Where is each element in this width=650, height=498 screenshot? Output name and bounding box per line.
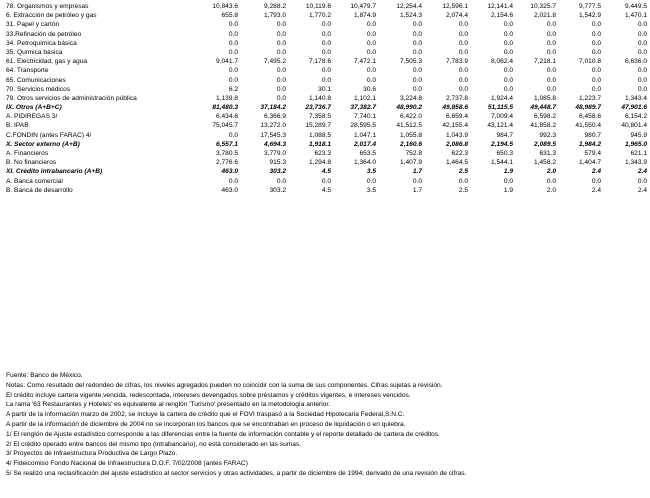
table-cell: 40,801.4 xyxy=(621,122,647,130)
table-cell: 28,595.5 xyxy=(350,122,376,130)
table-row xyxy=(6,158,646,167)
table-row xyxy=(6,20,646,29)
table-cell: 0.0 xyxy=(546,30,556,38)
table-cell: 992.3 xyxy=(539,131,556,139)
row-label: 34. Petroquímica básica xyxy=(6,39,77,47)
table-cell: 0.0 xyxy=(591,21,601,29)
table-cell: 1.7 xyxy=(412,186,422,194)
table-cell: 2,737.8 xyxy=(446,94,468,102)
table-cell: 75,045.7 xyxy=(212,122,238,130)
table-cell: 1,984.2 xyxy=(579,140,601,148)
table-cell: 0.0 xyxy=(321,48,331,56)
table-cell: 1.9 xyxy=(503,168,513,176)
table-cell: 2.4 xyxy=(637,168,647,176)
table-cell: 2,194.5 xyxy=(491,140,513,148)
note-line: 1/ El renglón de Ajuste estadístico corresponde a las diferencias entre la fuente de información contable y el reporte detallado de cartera de créditos. xyxy=(6,430,440,438)
table-cell: 37,382.7 xyxy=(350,104,376,112)
table-cell: 0.0 xyxy=(412,21,422,29)
table-cell: 0.0 xyxy=(412,76,422,84)
table-cell: 0.0 xyxy=(591,177,601,185)
table-cell: 10,843.6 xyxy=(212,3,238,10)
row-label: 65. Comunicaciones xyxy=(6,76,66,84)
table-cell: 1,470.1 xyxy=(625,12,647,20)
table-cell: 0.0 xyxy=(412,177,422,185)
table-cell: 0.0 xyxy=(637,21,647,29)
table-cell: 3,224.8 xyxy=(400,94,422,102)
table-cell: 0.0 xyxy=(366,67,376,75)
table-cell: 0.0 xyxy=(591,76,601,84)
table-cell: 7,495.2 xyxy=(264,58,286,66)
table-cell: 51,115.5 xyxy=(487,104,513,112)
table-cell: 0.0 xyxy=(412,85,422,93)
table-cell: 49,858.6 xyxy=(442,104,468,112)
table-cell: 0.0 xyxy=(276,177,286,185)
table-cell: 8,062.4 xyxy=(491,58,513,66)
table-cell: 1,542.9 xyxy=(579,12,601,20)
note-line: 5/ Se realizó una reclasificación del ajuste estadístico al sector servicios y otras actividades, a partir de diciembre de 1994, derivado de una revisión de cifras. xyxy=(6,469,467,477)
table-row xyxy=(6,66,646,75)
table-cell: 1.7 xyxy=(412,168,422,176)
table-cell: 3.5 xyxy=(366,168,376,176)
table-row xyxy=(6,177,646,186)
table-cell: 23,736.7 xyxy=(305,104,331,112)
table-row xyxy=(6,149,646,158)
table-cell: 6,434.6 xyxy=(216,113,238,121)
table-cell: 0.0 xyxy=(321,21,331,29)
table-row xyxy=(6,39,646,48)
table-cell: 0.0 xyxy=(412,67,422,75)
table-cell: 1,343.4 xyxy=(625,94,647,102)
table-cell: 0.0 xyxy=(458,85,468,93)
table-cell: 0.0 xyxy=(321,177,331,185)
table-cell: 30.1 xyxy=(318,85,331,93)
table-cell: 10,119.6 xyxy=(305,3,331,10)
table-cell: 1,343.9 xyxy=(625,159,647,167)
table-cell: 0.0 xyxy=(276,39,286,47)
table-cell: 0.0 xyxy=(228,30,238,38)
table-cell: 6,598.2 xyxy=(534,113,556,121)
table-cell: 3,780.5 xyxy=(216,150,238,157)
table-cell: 0.0 xyxy=(458,177,468,185)
table-cell: 2.4 xyxy=(591,168,601,176)
table-cell: 0.0 xyxy=(637,48,647,56)
table-cell: 0.0 xyxy=(366,21,376,29)
table-cell: 1,047.1 xyxy=(354,131,376,139)
table-cell: 752.8 xyxy=(405,150,422,157)
table-cell: 0.0 xyxy=(412,39,422,47)
table-cell: 37,184.2 xyxy=(260,104,286,112)
table-cell: 2,074.4 xyxy=(446,12,468,20)
table-cell: 0.0 xyxy=(276,21,286,29)
table-cell: 9,041.7 xyxy=(216,58,238,66)
note-line: A partir de la información de diciembre de 2004 no se incorporan los bancos que se encontraban en proceso de liquidación o en quiebra. xyxy=(6,420,406,428)
table-cell: 7,010.8 xyxy=(579,58,601,66)
table-cell: 6,154.2 xyxy=(625,113,647,121)
table-cell: 1,874.9 xyxy=(354,12,376,20)
table-cell: 43,121.4 xyxy=(487,122,513,130)
table-cell: 6.2 xyxy=(228,85,238,93)
table-cell: 0.0 xyxy=(546,85,556,93)
table-cell: 0.0 xyxy=(458,30,468,38)
table-cell: 4,694.3 xyxy=(264,140,286,148)
table-cell: 0.0 xyxy=(228,177,238,185)
table-cell: 17,545.3 xyxy=(260,131,286,139)
table-cell: 7,178.6 xyxy=(309,58,331,66)
row-label: 79. Otros servicios de administración pública xyxy=(6,94,137,102)
note-line: 3/ Proyectos de Infraestructura Productiva de Largo Plazo. xyxy=(6,450,178,458)
table-cell: 0.0 xyxy=(276,48,286,56)
table-cell: 1,088.5 xyxy=(309,131,331,139)
table-cell: 0.0 xyxy=(458,21,468,29)
row-label: 78. Organismos y empresas xyxy=(6,3,89,10)
table-cell: 12,141.4 xyxy=(487,3,513,10)
table-cell: 0.0 xyxy=(276,30,286,38)
table-cell: 3,779.0 xyxy=(264,150,286,157)
note-line: La rama '63 Restaurantes y Hoteles' es equivalente al renglón 'Turismo' presentado en la metodología anterior. xyxy=(6,401,331,409)
table-cell: 0.0 xyxy=(366,30,376,38)
table-cell: 980.7 xyxy=(584,131,601,139)
table-cell: 0.0 xyxy=(546,67,556,75)
table-cell: 0.0 xyxy=(591,85,601,93)
table-cell: 2.5 xyxy=(458,186,468,194)
credit-table xyxy=(6,2,646,195)
table-cell: 41,550.4 xyxy=(575,122,601,130)
table-cell: 303.2 xyxy=(269,186,286,194)
row-label: 61. Electricidad, gas y agua xyxy=(6,58,88,66)
row-label: B. Banca de desarrollo xyxy=(6,186,73,194)
table-cell: 0.0 xyxy=(546,21,556,29)
table-cell: 0.0 xyxy=(228,67,238,75)
table-cell: 10,479.7 xyxy=(350,3,376,10)
table-cell: 0.0 xyxy=(503,21,513,29)
row-label: 64. Transporte xyxy=(6,67,49,75)
table-cell: 6,422.0 xyxy=(400,113,422,121)
table-cell: 0.0 xyxy=(503,67,513,75)
table-cell: 915.3 xyxy=(269,159,286,167)
table-cell: 463.0 xyxy=(221,168,238,176)
table-row xyxy=(6,30,646,39)
table-cell: 0.0 xyxy=(503,30,513,38)
table-cell: 2,017.4 xyxy=(354,140,376,148)
table-cell: 0.0 xyxy=(591,48,601,56)
table-cell: 2.0 xyxy=(546,186,556,194)
source-note: Fuente: Banco de México. xyxy=(6,372,83,379)
table-cell: 1.9 xyxy=(503,186,513,194)
row-label: 31. Papel y cartón xyxy=(6,21,60,29)
table-cell: 0.0 xyxy=(503,85,513,93)
table-row xyxy=(6,94,646,103)
table-cell: 7,740.1 xyxy=(354,113,376,121)
table-cell: 49,448.7 xyxy=(530,104,556,112)
table-cell: 1,793.0 xyxy=(264,12,286,20)
table-cell: 2,021.8 xyxy=(534,12,556,20)
table-cell: 48,989.7 xyxy=(575,104,601,112)
table-cell: 1,102.1 xyxy=(354,94,376,102)
table-cell: 463.0 xyxy=(221,186,238,194)
row-label: C.FONDIN (antes FARAC) 4/ xyxy=(6,131,92,139)
table-cell: 0.0 xyxy=(366,177,376,185)
note-line: 2/ El crédito operado entre bancos del mismo tipo (intrabancario), no está considerado en las sumas. xyxy=(6,440,302,448)
notes-section xyxy=(6,371,646,479)
row-label: IX. Otros (A+B+C) xyxy=(6,104,62,112)
table-cell: 303.2 xyxy=(269,168,286,176)
table-cell: 81,480.3 xyxy=(212,104,238,112)
table-cell: 6,366.9 xyxy=(264,113,286,121)
table-cell: 0.0 xyxy=(591,30,601,38)
table-row xyxy=(6,76,646,85)
table-cell: 0.0 xyxy=(228,131,238,139)
table-cell: 9,288.2 xyxy=(264,3,286,10)
table-cell: 7,472.1 xyxy=(354,58,376,66)
table-cell: 0.0 xyxy=(546,48,556,56)
table-cell: 0.0 xyxy=(503,76,513,84)
table-cell: 1,924.4 xyxy=(491,94,513,102)
table-cell: 0.0 xyxy=(503,39,513,47)
table-cell: 2.5 xyxy=(458,168,468,176)
row-label: A. PIDIREGAS 3/ xyxy=(6,113,58,121)
table-cell: 1,140.8 xyxy=(309,94,331,102)
table-cell: 2,160.6 xyxy=(400,140,422,148)
table-cell: 1,407.9 xyxy=(400,159,422,167)
table-cell: 7,358.5 xyxy=(309,113,331,121)
table-cell: 0.0 xyxy=(321,30,331,38)
table-cell: 0.0 xyxy=(637,67,647,75)
table-cell: 1,965.0 xyxy=(625,140,647,148)
table-cell: 0.0 xyxy=(458,76,468,84)
row-label: 33.Refinación de petróleo xyxy=(6,30,82,38)
table-row xyxy=(6,131,646,140)
row-label: B. IPAB xyxy=(6,122,29,130)
table-cell: 1,043.9 xyxy=(446,131,468,139)
table-cell: 0.0 xyxy=(637,30,647,38)
table-cell: 0.0 xyxy=(366,39,376,47)
row-label: B. No financieros xyxy=(6,159,57,167)
table-cell: 0.0 xyxy=(276,94,286,102)
table-cell: 0.0 xyxy=(503,48,513,56)
table-cell: 631.3 xyxy=(539,150,556,157)
table-cell: 945.9 xyxy=(630,131,647,139)
table-cell: 1,404.7 xyxy=(579,159,601,167)
table-cell: 1,458.2 xyxy=(534,159,556,167)
note-line: Notas: Como resultado del redondeo de cifras, los niveles agregados pueden no coincidir con la suma de sus componentes. Cifras sujetas a revisión. xyxy=(6,381,443,389)
note-line: A partir de la información marzo de 2002, se incluye la cartera de crédito que el FOVI traspasó a la Sociedad Hipotecaria Federal,S.N.C. xyxy=(6,411,405,419)
table-cell: 0.0 xyxy=(276,76,286,84)
table-cell: 42,155.4 xyxy=(442,122,468,130)
table-cell: 47,901.6 xyxy=(621,104,647,112)
table-cell: 0.0 xyxy=(366,76,376,84)
table-cell: 3.5 xyxy=(366,186,376,194)
row-label: XI. Crédito intrabancario (A+B) xyxy=(6,168,103,176)
table-cell: 621.1 xyxy=(630,150,647,157)
table-row xyxy=(6,85,646,94)
table-cell: 10,325.7 xyxy=(530,3,556,10)
table-cell: 1,085.8 xyxy=(534,94,556,102)
table-cell: 2,086.8 xyxy=(446,140,468,148)
table-cell: 13,272.0 xyxy=(260,122,286,130)
row-label: A. Financieros xyxy=(6,150,49,157)
table-cell: 0.0 xyxy=(276,67,286,75)
table-cell: 0.0 xyxy=(458,48,468,56)
table-cell: 0.0 xyxy=(228,21,238,29)
table-cell: 48,990.2 xyxy=(396,104,422,112)
table-cell: 2,089.5 xyxy=(534,140,556,148)
table-row xyxy=(6,121,646,130)
table-cell: 1,055.8 xyxy=(400,131,422,139)
row-label: 35. Química básica xyxy=(6,48,63,56)
table-row xyxy=(6,186,646,195)
table-cell: 0.0 xyxy=(366,48,376,56)
table-row xyxy=(6,167,646,176)
table-cell: 0.0 xyxy=(546,76,556,84)
table-cell: 0.0 xyxy=(228,76,238,84)
table-cell: 0.0 xyxy=(458,39,468,47)
table-cell: 622.3 xyxy=(451,150,468,157)
row-label: X. Sector externo (A+B) xyxy=(6,140,80,148)
table-cell: 30.6 xyxy=(363,85,376,93)
table-cell: 0.0 xyxy=(637,177,647,185)
table-row xyxy=(6,112,646,121)
table-cell: 0.0 xyxy=(458,67,468,75)
table-cell: 6,458.6 xyxy=(579,113,601,121)
table-cell: 9,777.5 xyxy=(579,3,601,10)
table-cell: 0.0 xyxy=(276,85,286,93)
table-cell: 7,009.4 xyxy=(491,113,513,121)
table-cell: 1,139.8 xyxy=(216,94,238,102)
table-cell: 7,218.1 xyxy=(534,58,556,66)
table-cell: 0.0 xyxy=(412,30,422,38)
table-cell: 1,464.5 xyxy=(446,159,468,167)
table-cell: 0.0 xyxy=(546,177,556,185)
row-label: A. Banca comercial xyxy=(6,177,63,185)
table-cell: 12,254.4 xyxy=(396,3,422,10)
table-cell: 1,364.0 xyxy=(354,159,376,167)
table-cell: 1,544.1 xyxy=(491,159,513,167)
table-cell: 984.7 xyxy=(496,131,513,139)
table-cell: 0.0 xyxy=(228,39,238,47)
table-cell: 41,858.2 xyxy=(530,122,556,130)
table-cell: 7,505.3 xyxy=(400,58,422,66)
table-row xyxy=(6,48,646,57)
note-line: 4/ Fideicomiso Fondo Nacional de Infraestructura D.O.F. 7/02/2008 (antes FARAC) xyxy=(6,460,248,468)
table-cell: 0.0 xyxy=(412,48,422,56)
table-row xyxy=(6,140,646,149)
table-cell: 0.0 xyxy=(228,48,238,56)
table-cell: 6,557.1 xyxy=(216,140,238,148)
table-cell: 4.5 xyxy=(321,168,331,176)
table-cell: 1,223.7 xyxy=(579,94,601,102)
table-cell: 0.0 xyxy=(321,76,331,84)
table-cell: 0.0 xyxy=(637,39,647,47)
table-cell: 0.0 xyxy=(637,76,647,84)
table-cell: 623.3 xyxy=(314,150,331,157)
table-cell: 9,449.5 xyxy=(625,3,647,10)
table-cell: 0.0 xyxy=(546,39,556,47)
note-line: El crédito incluye cartera vigente,vencida, redescontada, intereses devengados sobre préstamos y créditos vigentes, e intereses vencidos. xyxy=(6,391,411,399)
table-row xyxy=(6,11,646,20)
table-cell: 41,512.5 xyxy=(396,122,422,130)
table-cell: 0.0 xyxy=(637,85,647,93)
table-cell: 0.0 xyxy=(591,39,601,47)
table-cell: 7,783.9 xyxy=(446,58,468,66)
table-cell: 0.0 xyxy=(321,39,331,47)
table-cell: 15,289.7 xyxy=(305,122,331,130)
table-cell: 1,524.3 xyxy=(400,12,422,20)
table-cell: 1,918.1 xyxy=(309,140,331,148)
row-label: 70. Servicios médicos xyxy=(6,85,71,93)
table-row xyxy=(6,57,646,66)
table-cell: 2.0 xyxy=(546,168,556,176)
table-cell: 1,770.2 xyxy=(309,12,331,20)
table-cell: 653.5 xyxy=(359,150,376,157)
table-cell: 2,776.6 xyxy=(216,159,238,167)
table-cell: 0.0 xyxy=(321,67,331,75)
table-cell: 650.3 xyxy=(496,150,513,157)
table-cell: 2,154.6 xyxy=(491,12,513,20)
table-cell: 1,294.8 xyxy=(309,159,331,167)
table-cell: 0.0 xyxy=(503,177,513,185)
table-cell: 0.0 xyxy=(591,67,601,75)
table-row xyxy=(6,2,646,11)
table-cell: 655.8 xyxy=(221,12,238,20)
row-label: 6. Extracción de petróleo y gas xyxy=(6,12,97,20)
table-cell: 2.4 xyxy=(591,186,601,194)
table-cell: 12,596.1 xyxy=(442,3,468,10)
table-cell: 4.5 xyxy=(321,186,331,194)
table-cell: 2.4 xyxy=(637,186,647,194)
table-row xyxy=(6,103,646,112)
table-cell: 579.4 xyxy=(584,150,601,157)
table-cell: 6,659.4 xyxy=(446,113,468,121)
table-cell: 6,636.0 xyxy=(625,58,647,66)
